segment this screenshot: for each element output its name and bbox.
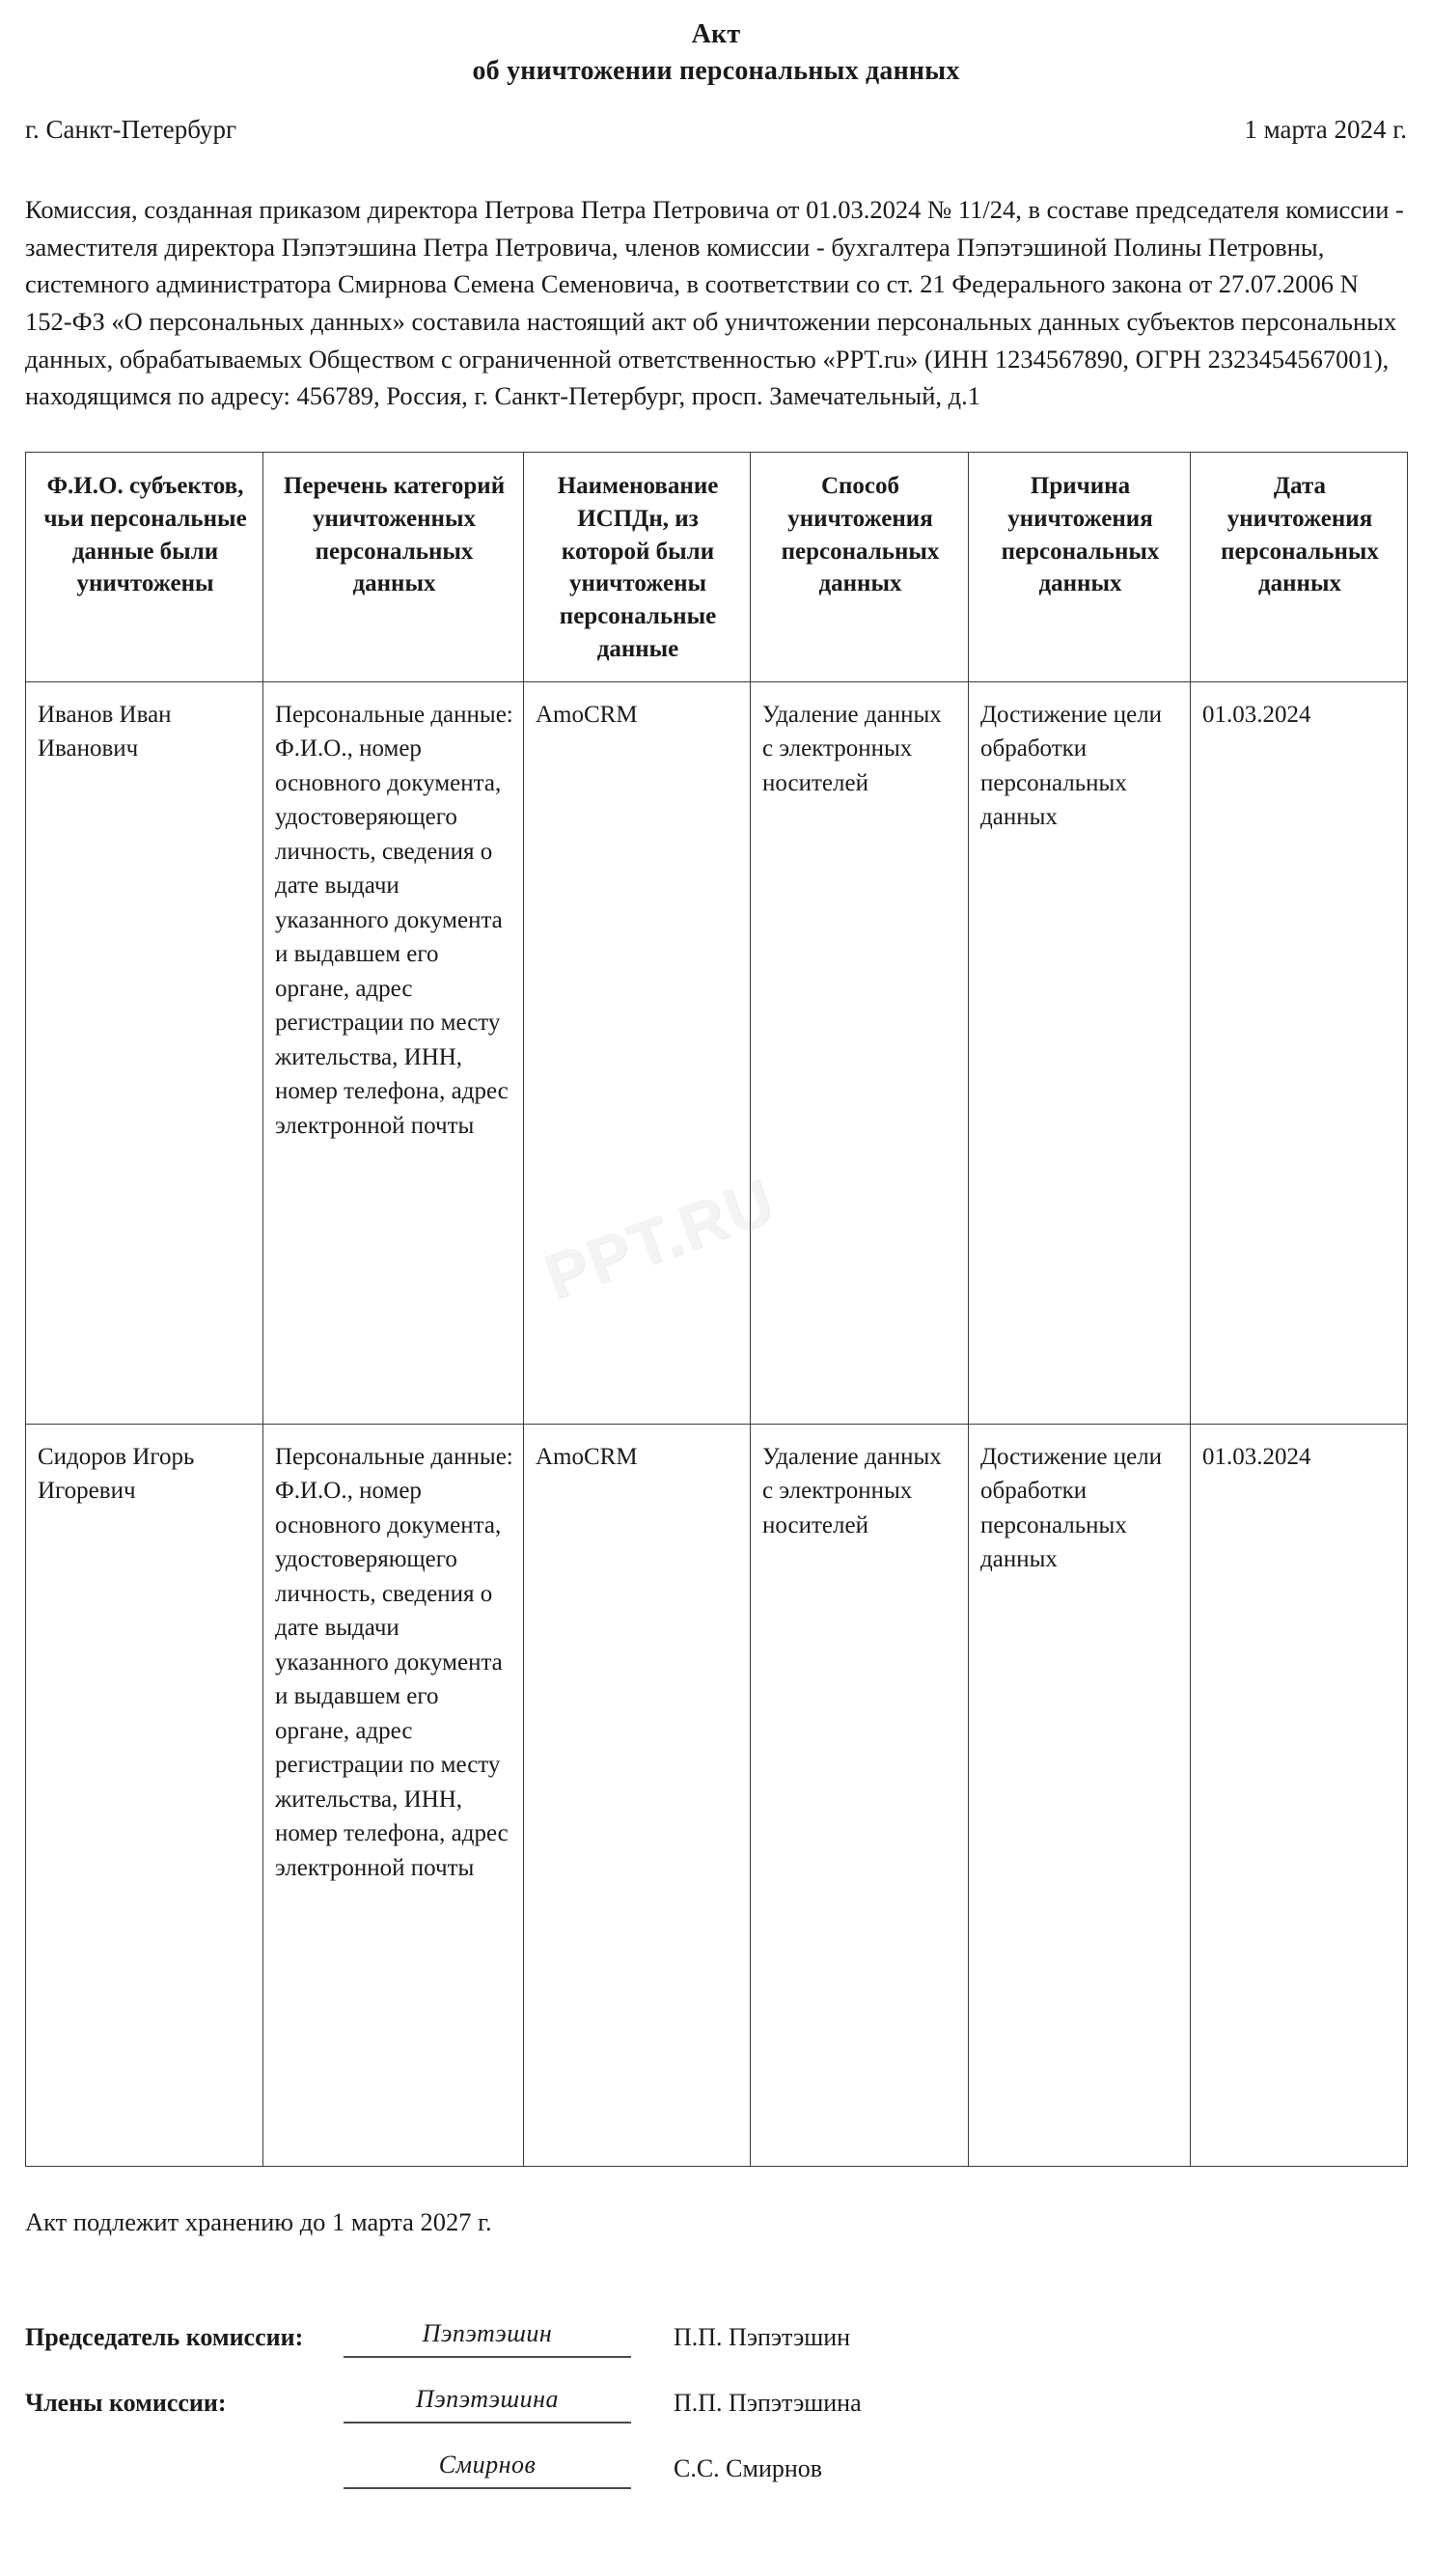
cell-date: 01.03.2024	[1191, 1424, 1408, 2166]
signature-line-member-2	[344, 2450, 631, 2489]
handwritten-signature: Смирнов	[438, 2450, 537, 2479]
signature-block	[25, 2298, 1407, 2489]
column-header-reason: Причина уничтожения персональных данных	[969, 453, 1191, 682]
handwritten-signature: Пэпэтэшина	[415, 2384, 560, 2413]
signature-row-chairman	[25, 2298, 1407, 2358]
cell-reason: Достижение цели обработки персональных данных	[969, 1424, 1191, 2166]
cell-subject: Иванов Иван Иванович	[26, 681, 263, 1424]
column-header-system: Наименование ИСПДн, из которой были уничтожены персональные данные	[524, 453, 751, 682]
table-header-row	[26, 453, 1408, 682]
signatory-name-member-2: С.С. Смирнов	[674, 2453, 823, 2482]
place-and-date-line	[25, 114, 1407, 145]
signatory-name-chairman: П.П. Пэпэтэшин	[674, 2322, 851, 2351]
storage-note: Акт подлежит хранению до 1 марта 2027 г.	[25, 2206, 492, 2236]
table-row	[26, 1424, 1408, 2166]
column-header-date: Дата уничтожения персональных данных	[1191, 453, 1408, 682]
signature-role-members: Члены комиссии:	[25, 2388, 227, 2417]
signature-row-member-1	[25, 2364, 1407, 2424]
preamble-paragraph: Комиссия, созданная приказом директора Петрова Петра Петровича от 01.03.2024 № 11/24, в составе председателя комиссии - заместителя директора Пэпэтэшина Петра Петровича, членов комиссии - бухгалтера Пэпэтэшиной Полины Петровны, системного администратора Смирнова Семена Семеновича, в соответствии со ст. 21 Федерального закона от 27.07.2006 N 152-ФЗ «О персональных данных» составила настоящий акт об уничтожении персональных данных субъектов персональных данных, обрабатываемых Обществом с ограниченной ответственностью «PPT.ru» (ИНН 1234567890, ОГРН 2323454567001), находящимся по адресу: 456789, Россия, г. Санкт-Петербург, просп. Замечательный, д.1	[25, 195, 1404, 411]
signature-role-chairman: Председатель комиссии:	[25, 2322, 304, 2351]
column-header-categories: Перечень категорий уничтоженных персональных данных	[263, 453, 524, 682]
column-header-method: Способ уничтожения персональных данных	[751, 453, 969, 682]
signature-line-member-1	[344, 2384, 631, 2424]
cell-method: Удаление данных с электронных носителей	[751, 1424, 969, 2166]
cell-reason: Достижение цели обработки персональных данных	[969, 681, 1191, 1424]
table-body	[26, 681, 1408, 2166]
cell-categories: Персональные данные: Ф.И.О., номер основного документа, удостоверяющего личность, сведения о дате выдачи указанного документа и выдавшем его органе, адрес регистрации по месту жительства, ИНН, номер телефона, адрес электронной почты	[263, 1424, 524, 2166]
city-label: г. Санкт-Петербург	[25, 114, 237, 144]
cell-system: AmoCRM	[524, 1424, 751, 2166]
table-row	[26, 681, 1408, 1424]
ppt-ru-watermark: PPT.RU	[535, 1164, 784, 1313]
handwritten-signature: Пэпэтэшин	[422, 2318, 553, 2347]
cell-date: 01.03.2024	[1191, 681, 1408, 1424]
signature-row-member-2	[25, 2429, 1407, 2489]
signature-role-spacer	[25, 2483, 344, 2489]
cell-categories: Персональные данные: Ф.И.О., номер основного документа, удостоверяющего личность, сведения о дате выдачи указанного документа и выдавшем его органе, адрес регистрации по месту жительства, ИНН, номер телефона, адрес электронной почты	[263, 681, 524, 1424]
cell-subject: Сидоров Игорь Игоревич	[26, 1424, 263, 2166]
page-subtitle: об уничтожении персональных данных	[472, 55, 960, 86]
document-date: 1 марта 2024 г.	[1244, 114, 1407, 144]
cell-method: Удаление данных с электронных носителей	[751, 681, 969, 1424]
signatory-name-member-1: П.П. Пэпэтэшина	[674, 2388, 862, 2417]
cell-system: AmoCRM	[524, 681, 751, 1424]
signature-line-chairman	[344, 2318, 631, 2358]
destruction-table	[25, 452, 1408, 2167]
table-header	[26, 453, 1408, 682]
page-title: Акт	[691, 19, 741, 49]
column-header-subject: Ф.И.О. субъектов, чьи персональные данные были уничтожены	[26, 453, 263, 682]
